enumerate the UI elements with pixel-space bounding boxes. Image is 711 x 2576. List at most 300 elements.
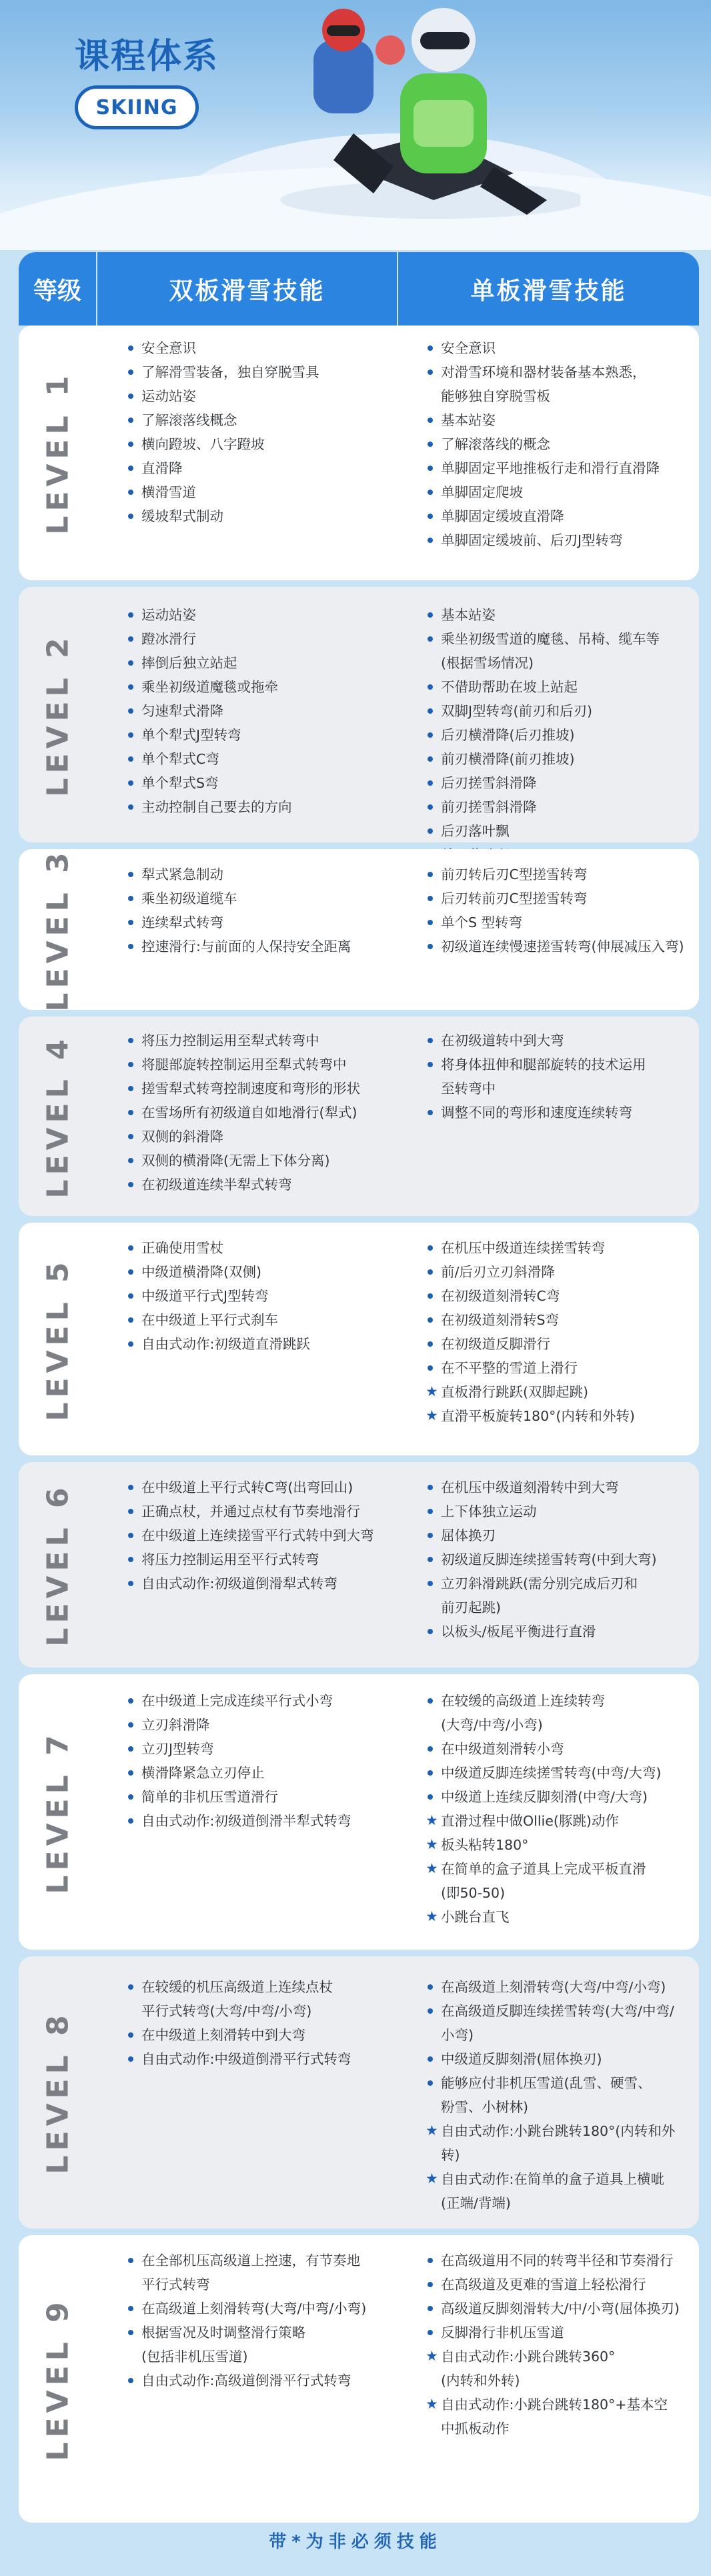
skill-text: 缓坡犁式制动 (141, 508, 223, 524)
skill-text: 控速滑行:与前面的人保持安全距离 (141, 938, 351, 954)
skill-item (426, 886, 694, 910)
bullet-icon (428, 684, 433, 690)
skill-text: 中抓板动作 (441, 2421, 510, 2437)
course-table (19, 252, 699, 2461)
bullet-icon (428, 1629, 433, 1634)
skill-item (127, 723, 393, 747)
bullet-icon (428, 1110, 433, 1115)
skill-item (426, 2119, 694, 2167)
skill-item (426, 1356, 694, 1380)
bullet-icon (428, 2080, 433, 2086)
skill-text: 自由式动作:高级道倒滑平行式转弯 (141, 2373, 351, 2389)
bullet-icon (128, 684, 133, 690)
skill-item (127, 1053, 393, 1077)
skill-text: (内转和外转) (441, 2373, 520, 2389)
bullet-icon (428, 756, 433, 762)
skill-item (127, 795, 393, 819)
skill-item (127, 675, 393, 699)
skill-item (426, 627, 694, 651)
skill-item (426, 2393, 694, 2417)
bullet-icon (428, 2330, 433, 2335)
bullet-icon (128, 1770, 133, 1776)
bullet-icon (428, 2008, 433, 2014)
snowboard-skills-cell (398, 1017, 699, 1216)
skill-item (426, 1689, 694, 1713)
skill-text: 直滑降 (141, 460, 183, 476)
skill-text: 在高级道上刻滑转弯(大弯/中弯/小弯) (441, 1979, 666, 1995)
level-row (19, 1674, 699, 1950)
skill-text: 横滑降紧急立刃停止 (141, 1765, 265, 1781)
table-header (19, 252, 699, 326)
skill-item (127, 1260, 393, 1284)
skill-item (426, 1713, 694, 1737)
skill-text: 立刃斜滑降 (141, 1717, 210, 1733)
skill-text: 上下体独立运动 (441, 1503, 537, 1519)
level-label: LEVEL 6 (41, 1483, 75, 1647)
skill-text: 中级道反脚连续搓雪转弯(中弯/大弯) (441, 1765, 662, 1781)
bullet-icon (428, 2282, 433, 2287)
skill-text: 板头粘转180° (441, 1837, 529, 1853)
bullet-icon (128, 418, 133, 423)
level-label: LEVEL 9 (41, 2297, 75, 2461)
bullet-icon (428, 1533, 433, 1538)
skill-item (426, 1053, 694, 1077)
skill-text: 在中级道上平行式刹车 (141, 1312, 278, 1328)
skill-text: 中级道平行式J型转弯 (141, 1288, 269, 1304)
level-label-cell (19, 326, 97, 580)
skill-item (127, 934, 393, 958)
bullet-icon (128, 1581, 133, 1586)
level-label-cell (19, 849, 97, 1010)
bullet-icon (428, 2258, 433, 2263)
skill-text: 运动站姿 (141, 388, 196, 404)
bullet-icon (128, 1038, 133, 1043)
bullet-icon (428, 1293, 433, 1299)
skill-item (426, 456, 694, 480)
bullet-icon (428, 370, 433, 375)
skill-text: 直板滑行跳跃(双脚起跳) (441, 1384, 588, 1400)
skill-item (127, 1499, 393, 1523)
bullet-icon (128, 490, 133, 495)
skill-text: 直滑平板旋转180°(内转和外转) (441, 1408, 635, 1424)
skill-item (426, 699, 694, 723)
skill-item (426, 384, 694, 408)
level-row (19, 2235, 699, 2523)
bullet-icon (428, 1269, 433, 1275)
bullet-icon (428, 1341, 433, 1347)
level-label-cell (19, 2235, 97, 2523)
skill-item (426, 747, 694, 771)
skill-text: 了解滑雪装备，独自穿脱雪具 (141, 364, 319, 380)
skill-item (426, 1236, 694, 1260)
skill-text: 在雪场所有初级道自如地滑行(犁式) (141, 1105, 358, 1121)
skill-text: 单个犁式C弯 (141, 751, 219, 767)
skill-item (127, 1975, 393, 1999)
skill-text: 小弯) (441, 2027, 474, 2043)
skill-text: 连续犁式转弯 (141, 914, 223, 930)
skill-item (127, 1077, 393, 1101)
skill-text: 对滑雪环境和器材装备基本熟悉， (441, 364, 646, 380)
skill-text: 自由式动作:小跳台跳转180°(内转和外转) (441, 2123, 676, 2163)
skill-text: 自由式动作:中级道倒滑平行式转弯 (141, 2051, 351, 2067)
skill-text: 乘坐初级雪道的魔毯、吊椅、缆车等 (441, 631, 660, 647)
bullet-icon (128, 1245, 133, 1251)
skill-item (426, 360, 694, 384)
skill-text: 安全意识 (441, 340, 496, 356)
skill-item (426, 2297, 694, 2321)
level-label: LEVEL 8 (41, 2010, 75, 2174)
skill-item (127, 408, 393, 432)
skill-text: 双脚J型转弯(前刃和后刃) (441, 703, 593, 719)
skill-text: 在初级道刻滑转S弯 (441, 1312, 560, 1328)
bullet-icon (128, 896, 133, 901)
skill-text: (大弯/中弯/小弯) (441, 1717, 543, 1733)
skill-item (426, 1260, 694, 1284)
skill-text: 乘坐初级道魔毯或拖牵 (141, 679, 278, 695)
skill-item (127, 1125, 393, 1149)
skill-text: 基本站姿 (441, 412, 496, 428)
skill-item (426, 1547, 694, 1571)
level-row (19, 1956, 699, 2228)
skill-text: 主动控制自己要去的方向 (141, 799, 292, 815)
skill-item (127, 1689, 393, 1713)
level-row (19, 1462, 699, 1668)
skill-text: 在较缓的高级道上连续转弯 (441, 1693, 605, 1709)
skill-text: 在初级道反脚滑行 (441, 1336, 550, 1352)
bullet-icon (128, 872, 133, 877)
star-icon: ★ (426, 2122, 438, 2138)
skill-text: 单个犁式S弯 (141, 775, 219, 791)
ski-skills-cell (97, 1017, 398, 1216)
level-row (19, 1017, 699, 1216)
level-label-cell (19, 1674, 97, 1950)
bullet-icon (128, 466, 133, 471)
skill-item (127, 1149, 393, 1173)
skill-item (426, 408, 694, 432)
skill-item (426, 862, 694, 886)
skill-text: 后刃转前刃C型搓雪转弯 (441, 890, 588, 906)
bullet-icon (128, 442, 133, 447)
bullet-icon (428, 828, 433, 834)
skill-text: 在高级道及更难的雪道上轻松滑行 (441, 2277, 646, 2293)
bullet-icon (128, 1269, 133, 1275)
skill-item (127, 2047, 393, 2071)
star-icon: ★ (426, 2396, 438, 2412)
bullet-icon (428, 1485, 433, 1490)
bullet-icon (128, 660, 133, 666)
skill-item (426, 1999, 694, 2023)
skiing-badge: SKIING (75, 85, 199, 129)
skill-text: 立刃斜滑跳跃(需分别完成后刃和 (441, 1575, 638, 1591)
skill-item (426, 2248, 694, 2273)
skill-text: 安全意识 (141, 340, 196, 356)
skill-item (426, 651, 694, 675)
skill-item (127, 747, 393, 771)
skill-text: 前刃起跳) (441, 1599, 501, 1616)
bullet-icon (128, 346, 133, 351)
skill-item (426, 819, 694, 843)
skill-text: 平行式转弯(大弯/中弯/小弯) (141, 2003, 312, 2019)
bullet-icon (428, 1245, 433, 1251)
skill-text: 蹬冰滑行 (141, 631, 196, 647)
skill-item (127, 1101, 393, 1125)
level-label-cell (19, 1956, 97, 2228)
level-label: LEVEL 2 (41, 632, 75, 797)
footnote: 带*为非必须技能 (269, 2532, 442, 2552)
skill-text: 自由式动作:小跳台跳转180°+基本空 (441, 2397, 668, 2413)
bullet-icon (428, 538, 433, 543)
skill-item (127, 1332, 393, 1356)
bullet-icon (428, 708, 433, 714)
skill-text: 后刃落叶飘 (441, 823, 510, 839)
bullet-icon (428, 346, 433, 351)
bullet-icon (128, 1110, 133, 1115)
bullet-icon (428, 1509, 433, 1514)
skill-text: 在中级道刻滑转小弯 (441, 1741, 564, 1757)
level-label: LEVEL 4 (41, 1034, 75, 1199)
skill-text: 小跳台直飞 (441, 1909, 510, 1925)
skill-item (127, 1785, 393, 1809)
skill-text: 将腿部旋转控制运用至犁式转弯中 (141, 1057, 347, 1073)
skill-item (426, 1571, 694, 1595)
skill-text: 在简单的盒子道具上完成平板直滑 (441, 1861, 646, 1877)
level-label: LEVEL 1 (41, 371, 75, 535)
skill-text: 前刃横滑降(前刃推坡) (441, 751, 575, 767)
skill-item (127, 336, 393, 360)
bullet-icon (128, 732, 133, 738)
bullet-icon (428, 1317, 433, 1323)
skill-text: 在全部机压高级道上控速，有节奏地 (141, 2252, 360, 2269)
star-icon: ★ (426, 1383, 438, 1399)
skill-text: 初级道连续慢速搓雪转弯(伸展减压入弯) (441, 938, 684, 954)
level-row (19, 326, 699, 580)
skill-text: 在高级道反脚连续搓雪转弯(大弯/中弯/ (441, 2003, 674, 2019)
skill-item (127, 1475, 393, 1499)
skill-item (127, 1809, 393, 1833)
bullet-icon (128, 1533, 133, 1538)
skill-item (426, 1523, 694, 1547)
skill-item (426, 910, 694, 934)
skill-item (127, 1236, 393, 1260)
bullet-icon (428, 2306, 433, 2311)
bullet-icon (428, 1557, 433, 1562)
snowboard-skills-cell (398, 1956, 699, 2228)
skill-text: 犁式紧急制动 (141, 866, 223, 882)
skill-item (127, 360, 393, 384)
bullet-icon (428, 1038, 433, 1043)
bullet-icon (128, 1818, 133, 1824)
header-snowboard-skills: 单板滑雪技能 (470, 277, 627, 305)
skill-item (127, 886, 393, 910)
skill-text: 在初级道刻滑转C弯 (441, 1288, 560, 1304)
skill-item (426, 480, 694, 504)
skill-text: 正确点杖，并通过点杖有节奏地滑行 (141, 1503, 360, 1519)
skill-text: 前刃搓雪斜滑降 (441, 799, 537, 815)
skill-item (127, 456, 393, 480)
level-label-cell (19, 1017, 97, 1216)
skill-text: 将身体扭伸和腿部旋转的技术运用 (441, 1057, 646, 1073)
skill-text: 前/后刃立刃斜滑降 (441, 1264, 555, 1280)
level-row (19, 1223, 699, 1455)
header-level: 等级 (19, 252, 97, 326)
bullet-icon (428, 418, 433, 423)
ski-skills-cell (97, 587, 398, 842)
skill-item (426, 1737, 694, 1761)
skill-text: 在初级道连续半犁式转弯 (141, 1177, 292, 1193)
skill-item (426, 1785, 694, 1809)
skill-text: 乘坐初级道缆车 (141, 890, 237, 906)
skill-item (127, 2345, 393, 2369)
bullet-icon (128, 2032, 133, 2038)
bullet-icon (428, 732, 433, 738)
skill-text: 粉雪、小树林) (441, 2099, 528, 2115)
skill-item (426, 1475, 694, 1499)
level-label: LEVEL 7 (41, 1730, 75, 1894)
skill-text: 在机压中级道刻滑转中到大弯 (441, 1479, 619, 1495)
skill-text: 在高级道上刻滑转弯(大弯/中弯/小弯) (141, 2301, 367, 2317)
skill-text: 在中级道上平行式转C弯(出弯回山) (141, 1479, 353, 1495)
skill-text: 将压力控制运用至犁式转弯中 (141, 1033, 319, 1049)
level-label-cell (19, 587, 97, 842)
bullet-icon (128, 2056, 133, 2062)
level-label: LEVEL 5 (41, 1257, 75, 1421)
skill-text: 横向蹬坡、八字蹬坡 (141, 436, 265, 452)
level-label-cell (19, 1462, 97, 1668)
star-icon: ★ (426, 2348, 438, 2364)
skill-item (426, 771, 694, 795)
skill-item (426, 1077, 694, 1101)
skill-item (426, 1881, 694, 1905)
skill-text: 立刃J型转弯 (141, 1741, 214, 1757)
skill-item (426, 675, 694, 699)
skill-text: 双侧的横滑降(无需上下体分离) (141, 1153, 330, 1169)
bullet-icon (128, 780, 133, 786)
bullet-icon (128, 1485, 133, 1490)
skill-item (426, 2167, 694, 2191)
bullet-icon (128, 2258, 133, 2263)
bullet-icon (128, 944, 133, 949)
skill-text: 自由式动作:初级道直滑跳跃 (141, 1336, 310, 1352)
skill-text: 调整不同的弯形和速度连续转弯 (441, 1105, 632, 1121)
skill-item (127, 603, 393, 627)
bullet-icon (128, 2330, 133, 2335)
skill-item (127, 771, 393, 795)
skill-item (127, 1029, 393, 1053)
skill-item (127, 2369, 393, 2393)
star-icon: ★ (426, 1860, 438, 1876)
skill-text: 能够独自穿脱雪板 (441, 388, 550, 404)
bullet-icon (128, 1557, 133, 1562)
skill-text: 横滑雪道 (141, 484, 196, 500)
skill-text: 反脚滑行非机压雪道 (441, 2325, 564, 2341)
skill-text: 基本站姿 (441, 607, 496, 623)
skill-text: 高级道反脚刻滑转大/中/小弯(屈体换刃) (441, 2301, 680, 2317)
skill-item (426, 1975, 694, 1999)
skill-text: 单个S 型转弯 (441, 914, 523, 930)
skill-item (426, 1404, 694, 1428)
star-icon: ★ (426, 1836, 438, 1852)
skill-text: 单脚固定平地推板行走和滑行直滑降 (441, 460, 660, 476)
skill-item (426, 1029, 694, 1053)
skill-item (426, 2369, 694, 2393)
skill-item (127, 1713, 393, 1737)
bullet-icon (428, 1365, 433, 1371)
bullet-icon (428, 636, 433, 642)
skill-item (127, 1284, 393, 1308)
bullet-icon (428, 442, 433, 447)
bullet-icon (428, 1746, 433, 1752)
skill-item (127, 1761, 393, 1785)
bullet-icon (128, 1062, 133, 1067)
ski-skills-cell (97, 326, 398, 580)
skill-text: 在中级道上刻滑转中到大弯 (141, 2027, 305, 2043)
skill-item (426, 1833, 694, 1857)
kids-sledding-illustration (233, 0, 580, 220)
header-ski-skills: 双板滑雪技能 (97, 252, 398, 326)
skill-text: 中级道反脚刻滑(屈体换刃) (441, 2051, 602, 2067)
skill-text: 运动站姿 (141, 607, 196, 623)
skill-text: (即50-50) (441, 1885, 506, 1901)
skill-text: 自由式动作:在简单的盒子道具上横呲 (441, 2171, 664, 2187)
skill-text: 根据雪况及时调整滑行策略 (141, 2325, 305, 2341)
bullet-icon (128, 612, 133, 618)
star-icon: ★ (426, 1908, 438, 1924)
skill-text: 后刃横滑降(后刃推坡) (441, 727, 575, 743)
bullet-icon (428, 466, 433, 471)
skill-text: 了解滚落线概念 (141, 412, 237, 428)
skill-item (426, 2273, 694, 2297)
star-icon: ★ (426, 1812, 438, 1828)
bullet-icon (128, 1158, 133, 1163)
skill-item (127, 1308, 393, 1332)
skill-text: 匀速犁式滑降 (141, 703, 223, 719)
skill-item (127, 627, 393, 651)
skill-text: 能够应付非机压雪道(乱雪、硬雪、 (441, 2075, 652, 2091)
ski-skills-cell (97, 849, 398, 1010)
bullet-icon (128, 2378, 133, 2383)
bullet-icon (128, 804, 133, 810)
skill-item (426, 2345, 694, 2369)
skill-item (127, 384, 393, 408)
skill-text: 单脚固定缓坡前、后刃J型转弯 (441, 532, 623, 548)
skill-item (426, 1905, 694, 1929)
skill-item (127, 2297, 393, 2321)
bullet-icon (428, 1698, 433, 1704)
skill-item (426, 2191, 694, 2215)
skill-text: 中级道上连续反脚刻滑(中弯/大弯) (441, 1789, 648, 1805)
bullet-icon (428, 1770, 433, 1776)
bullet-icon (428, 1062, 433, 1067)
skill-text: 平行式转弯 (141, 2277, 210, 2293)
skill-item (127, 2321, 393, 2345)
skill-item (426, 1761, 694, 1785)
skill-text: 至转弯中 (441, 1081, 496, 1097)
level-row (19, 849, 699, 1010)
skill-item (127, 1737, 393, 1761)
bullet-icon (128, 1794, 133, 1800)
bullet-icon (128, 920, 133, 925)
skill-item (127, 2248, 393, 2273)
skill-text: 直滑过程中做Ollie(豚跳)动作 (441, 1813, 619, 1829)
bullet-icon (428, 920, 433, 925)
skill-text: 屈体换刃 (441, 1527, 496, 1543)
ski-skills-cell (97, 2235, 398, 2523)
level-label: LEVEL 3 (41, 847, 75, 1012)
skill-item (127, 1523, 393, 1547)
skill-item (426, 1308, 694, 1332)
skill-text: 将压力控制运用至平行式转弯 (141, 1551, 319, 1567)
skill-text: 在初级道转中到大弯 (441, 1033, 564, 1049)
